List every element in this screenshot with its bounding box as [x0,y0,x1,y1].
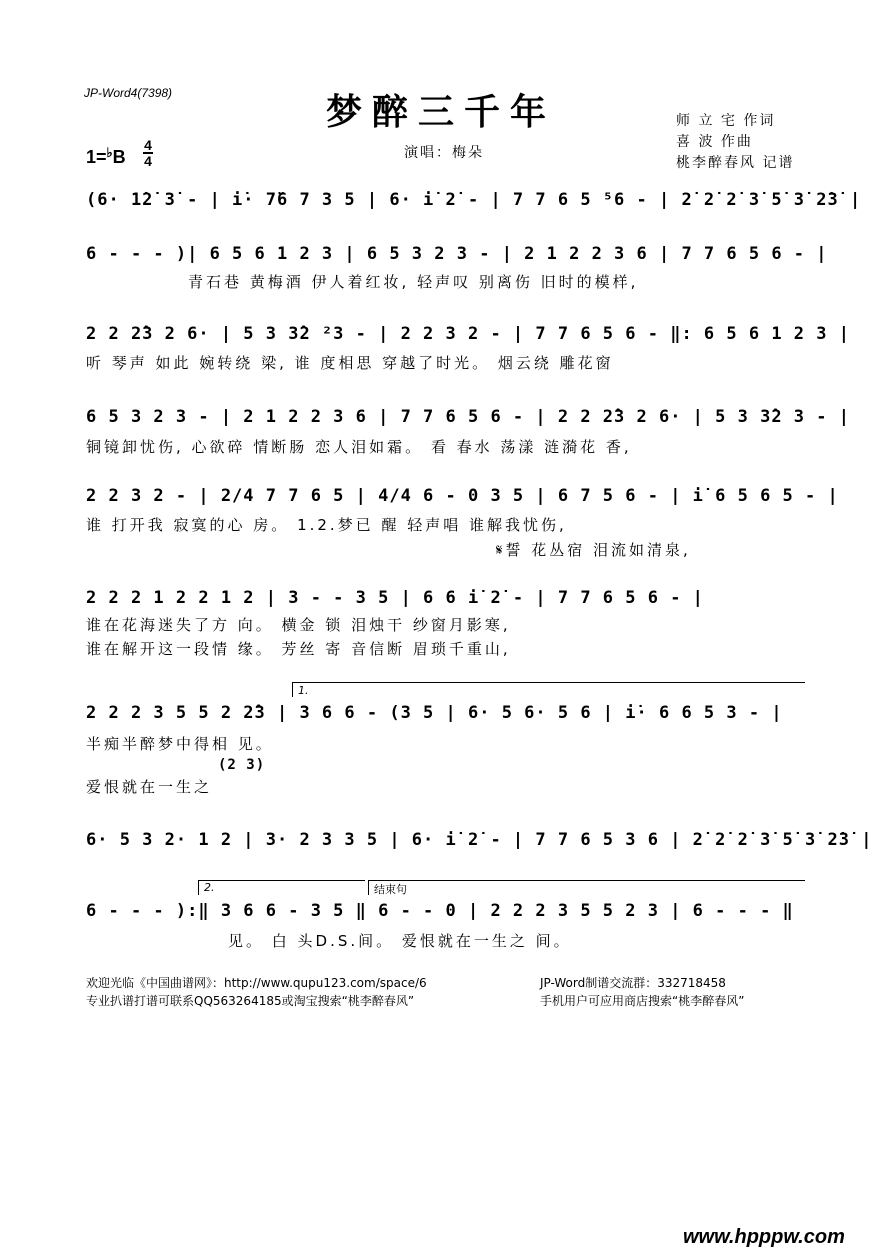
footer-group-line: JP-Word制谱交流群：332718458 [540,976,726,990]
lyric-row-4: 铜镜卸忧伤, 心欲碎 情断肠 恋人泪如霜。 看 春水 荡漾 涟漪花 香, [86,438,632,456]
paren-notes: (2 3) [218,757,266,773]
lyric-row-5: 谁 打开我 寂寞的心 房。 1.2.梦已 醒 轻声唱 谁解我忧伤, [86,516,567,534]
volta-1-label: 1. [298,684,309,697]
key-signature: 1=♭B [86,145,126,167]
notation-row-4: 6 5 3 2 3 - | 2 1 2 2 3 6 | 7 7 6 5 6 - | 2 2 2̂3 2 6· | 5 3 3̂2 3 - | [86,407,850,427]
notation-row-1: (6· 1̇2̇ 3̇ - | i̇· 7̈6 7 3 5 | 6· i̇ 2̇ - | 7 7 6 5 ⁵6 - | 2̇ 2̇ 2̇ 3̇ 5̇ 3̇ 2̇3̇ | [86,190,862,210]
footer-contact-line: 专业扒谱打谱可联系QQ563264185或淘宝搜索“桃李醉春风” [86,994,415,1008]
singer-credit: 演唱：梅朵 [404,145,484,161]
notation-row-6: 2 2 2 1 2 2 1 2 | 3 - - 3 5 | 6 6 i̇ 2̇ - | 7 7 6 5 6 - | [86,588,704,608]
ending-bracket [368,880,805,895]
notation-row-8: 6· 5 3 2· 1 2 | 3· 2 3 3 5 | 6· i̇ 2̇ - | 7 7 6 5 3 6 | 2̇ 2̇ 2̇ 3̇ 5̇ 3̇ 2̇3̇ | [86,830,873,850]
lyric-row-6: 谁在花海迷失了方 向。 横金 锁 泪烛干 纱窗月影寒, [86,616,511,634]
lyric-row-3: 听 琴声 如此 婉转绕 梁, 谁 度相思 穿越了时光。 烟云绕 雕花窗 [86,354,614,372]
notation-row-2: 6 - - - )| 6 5 6 1 2 3 | 6 5 3 2 3 - | 2 1 2 2 3 6 | 7 7 6 5 6 - | [86,244,828,264]
volta-2-bracket [198,880,365,895]
notation-row-5: 2 2 3 2 - | 2/4 7 7 6 5 | 4/4 6 - 0 3 5 | 6 7 5 6 - | i̇ 6 5 6 5 - | [86,486,839,506]
song-title: 梦醉三千年 [326,91,557,133]
volta-2-label: 2. [204,881,215,894]
lyricist-credit: 师 立 宅 作词 [676,113,776,129]
lyric-row-5b: 𝄋誓 花丛宿 泪流如清泉, [496,541,691,559]
lyric-row-6b: 谁在解开这一段情 缘。 芳丝 寄 音信断 眉琐千重山, [86,640,511,658]
notation-row-7: 2 2 2 3 5 5 2 2̂3 | 3 6 6 - (3 5 | 6· 5 6· 5 6 | i̇· 6 6 5 3 - | [86,703,783,723]
volta-1-bracket [292,682,805,697]
lyric-row-2: 青石巷 黄梅酒 伊人着红妆, 轻声叹 别离伤 旧时的模样, [188,273,639,291]
lyric-row-7b: 爱恨就在一生之 [86,778,213,796]
time-signature: 4 4 [144,137,152,169]
site-watermark: www.hpppw.com [683,1226,845,1248]
lyric-row-7: 半痴半醉梦中得相 见。 [86,735,274,753]
ending-label: 结束句 [374,883,407,896]
lyric-row-9: 见。 白 头D.S.间。 爱恨就在一生之 间。 [228,932,572,950]
footer-app-line: 手机用户可应用商店搜索“桃李醉春风” [540,994,745,1008]
composer-credit: 喜 波 作曲 [676,134,753,150]
footer-site-line: 欢迎光临《中国曲谱网》：http://www.qupu123.com/space/6 [86,976,427,990]
notation-row-9: 6 - - - ):‖ 3 6 6 - 3 5 ‖ 6 - - 0 | 2 2 2 3 5 5 2 3 | 6 - - - ‖ [86,901,794,921]
notation-row-3: 2 2 2̂3 2 6· | 5 3 3̂2 ²3 - | 2 2 3 2 - | 7 7 6 5 6 - ‖: 6 5 6 1 2 3 | [86,324,850,344]
transcriber-credit: 桃李醉春风 记谱 [676,155,795,171]
software-code: JP-Word4(7398) [84,86,173,100]
